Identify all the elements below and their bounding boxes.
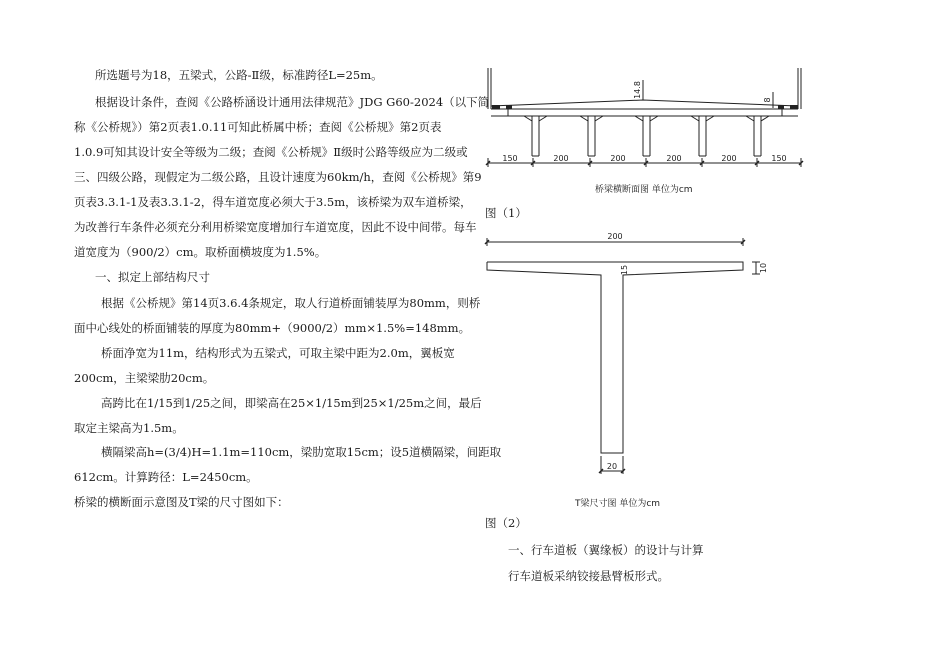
section-heading-deck-plate: 一、行车道板（翼缘板）的设计与计算 bbox=[508, 543, 704, 557]
para-diaphragm-line1: 横隔梁高h=(3/4)H=1.1m=110cm，梁肋宽取15cm；设5道横隔梁，间距取 bbox=[101, 445, 502, 459]
para-design-line5: 页表3.3.1-1及表3.3.1-2，得车道宽度必须大于3.5m，该桥梁为双车道桥梁， bbox=[74, 195, 472, 209]
para-design-line6: 为改善行车条件必须充分利用桥梁宽度增加行车道宽度，因此不设中间带。每车 bbox=[74, 220, 477, 234]
dim-3: 200 bbox=[610, 154, 626, 163]
haunch-label: 15 bbox=[620, 264, 629, 276]
para-deck-plate: 行车道板采纳铰接悬臂板形式。 bbox=[508, 569, 669, 583]
flange-thickness-label: 10 bbox=[759, 262, 768, 274]
figure2-t-beam bbox=[480, 228, 770, 478]
dim-5: 200 bbox=[721, 154, 737, 163]
para-design-line2: 称《公桥规》）第2页表1.0.11可知此桥属中桥；查阅《公桥规》第2页表 bbox=[74, 120, 442, 134]
para-design-line3: 1.0.9可知其设计安全等级为二级；查阅《公桥规》Ⅱ级时公路等级应为二级或 bbox=[74, 145, 468, 159]
para-deck-line1: 桥面净宽为11m，结构形式为五梁式，可取主梁中距为2.0m，翼板宽 bbox=[101, 346, 455, 360]
para-height-line2: 取定主梁高为1.5m。 bbox=[74, 421, 184, 435]
dim-4: 200 bbox=[666, 154, 682, 163]
para-diaphragm-line2: 612cm。计算跨径：L=2450cm。 bbox=[74, 470, 258, 484]
flange-width-label: 200 bbox=[607, 232, 623, 241]
para-design-line4: 三、四级公路，现假定为二级公路，且设计速度为60km/h，查阅《公桥规》第9 bbox=[74, 170, 482, 184]
para-design-line1: 根据设计条件，查阅《公路桥涵设计通用法律规范》JDG G60-2024（以下简 bbox=[95, 95, 490, 109]
para-figures-intro: 桥梁的横断面示意图及T梁的尺寸图如下： bbox=[74, 495, 289, 509]
paving-edge-label: 8 bbox=[763, 97, 772, 103]
figure1-cross-section bbox=[480, 64, 810, 179]
figure1-label: 图（1） bbox=[485, 206, 527, 220]
para-height-line1: 高跨比在1/15到1/25之间，即梁高在25×1/15m到25×1/25m之间，最后 bbox=[101, 396, 482, 410]
para-topic: 所选题号为18，五梁式，公路-Ⅱ级，标准跨径L=25m。 bbox=[95, 68, 383, 82]
figure2-label: 图（2） bbox=[485, 516, 527, 530]
dim-1: 150 bbox=[502, 154, 518, 163]
dim-6: 150 bbox=[771, 154, 787, 163]
para-deck-line2: 200cm，主梁梁肋20cm。 bbox=[74, 371, 215, 385]
figure2-caption: T梁尺寸图 单位为cm bbox=[575, 499, 661, 509]
para-paving-line1: 根据《公桥规》第14页3.6.4条规定，取人行道桥面铺装厚为80mm，则桥 bbox=[101, 296, 481, 310]
section-heading-structure: 一、拟定上部结构尺寸 bbox=[95, 270, 210, 284]
figure1-caption: 桥梁横断面图 单位为cm bbox=[595, 185, 693, 195]
dim-2: 200 bbox=[553, 154, 569, 163]
paving-center-label: 14.8 bbox=[633, 81, 642, 99]
para-paving-line2: 面中心线处的桥面铺装的厚度为80mm+（9000/2）mm×1.5%=148mm。 bbox=[74, 321, 471, 335]
para-design-line7: 道宽度为（900/2）cm。取桥面横坡度为1.5%。 bbox=[74, 245, 327, 259]
web-width-label: 20 bbox=[606, 462, 618, 471]
